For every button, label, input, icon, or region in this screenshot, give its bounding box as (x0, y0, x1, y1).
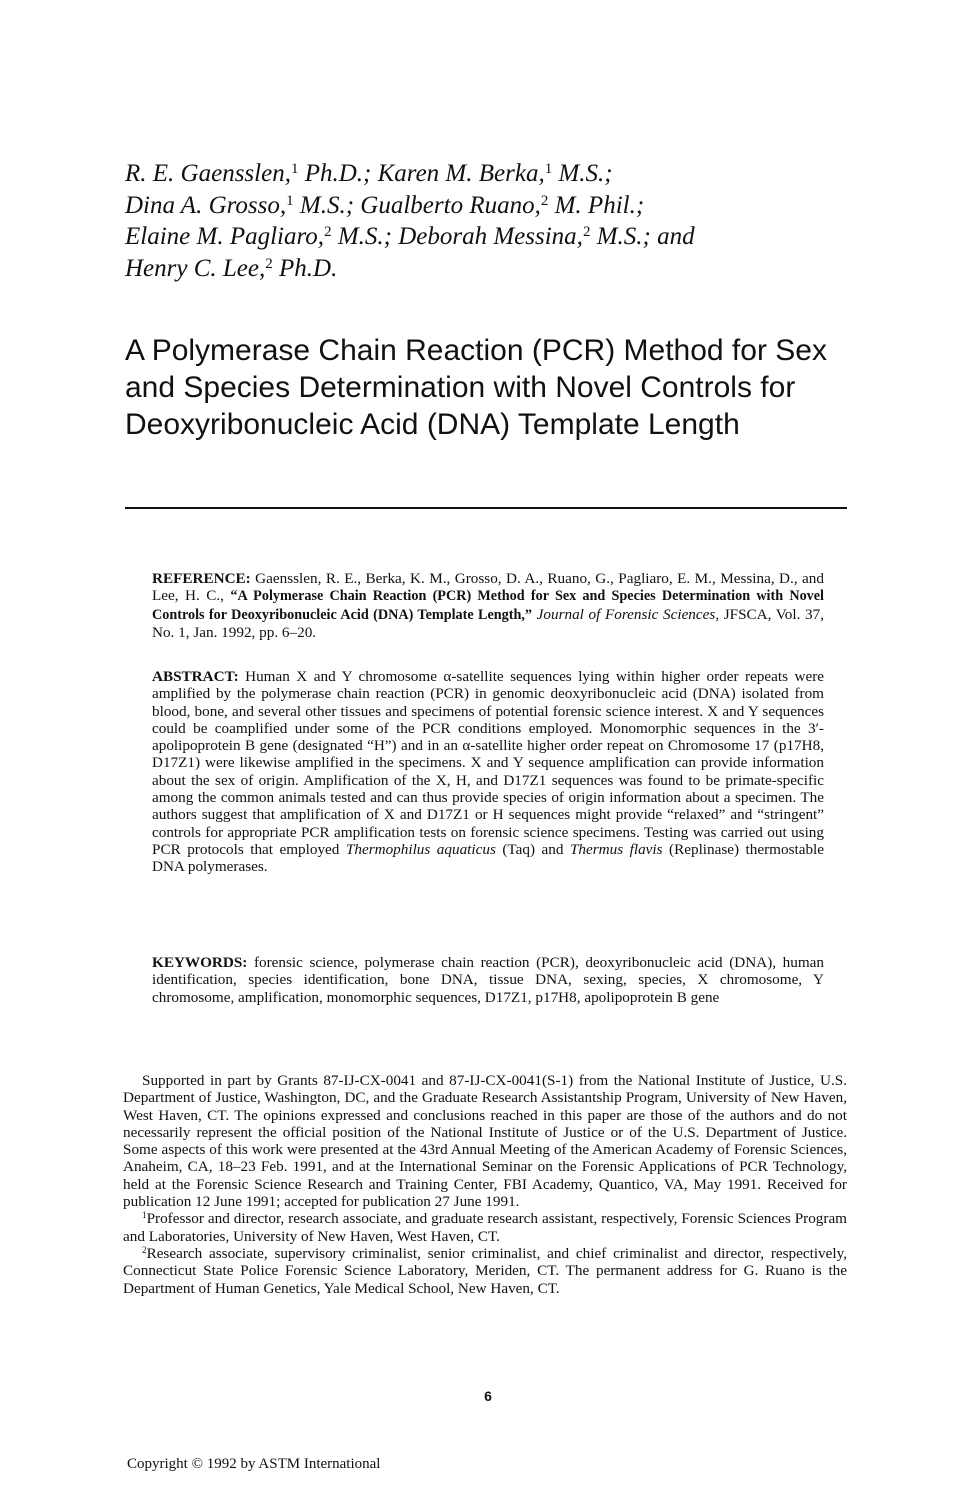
abstract-text: (Taq) and (495, 840, 570, 858)
author-name: Karen M. Berka, (377, 160, 545, 187)
page-number: 6 (484, 1388, 492, 1404)
author-degree: Ph.D.; (298, 160, 378, 187)
author-line-1 (125, 158, 845, 190)
abstract-species-name: Thermophilus aquaticus (345, 840, 496, 858)
footnote-1 (123, 1210, 847, 1245)
author-name: Elaine M. Pagliaro, (125, 223, 325, 250)
reference-journal: Journal of Forensic Sciences (536, 605, 716, 623)
author-name: R. E. Gaensslen, (125, 160, 291, 187)
abstract-block (152, 668, 824, 876)
author-degree: M. Phil.; (548, 191, 645, 219)
title-line: A Polymerase Chain Reaction (PCR) Method for Sex (125, 334, 827, 367)
footnote-text: Professor and director, research associate, and graduate research assistant, respectively, Forensic Sciences Program and Laboratories, University of New Haven, West Haven, CT. (123, 1210, 847, 1245)
author-degree: Ph.D. (272, 254, 338, 282)
author-degree: M.S.; (293, 191, 361, 219)
reference-title: “A Polymerase Chain Reaction (PCR) Method for Sex and Species Determination with Novel Controls for Deoxyribonucleic Acid (DNA) Template Length,” (152, 588, 824, 623)
author-degree: M.S.; (331, 223, 399, 250)
reference-authors: Gaensslen, R. E., Berka, K. M., Grosso, D. A., Ruano, G., Pagliaro, E. M., Messina, D., and Lee, H. C., (152, 570, 824, 605)
abstract-label: ABSTRACT: (152, 668, 239, 685)
affiliation-marker: 2 (540, 192, 549, 209)
copyright-notice: Copyright © 1992 by ASTM International (127, 1456, 381, 1472)
affiliation-marker: 1 (290, 160, 299, 177)
affiliation-marker: 1 (286, 192, 294, 209)
author-name: Henry C. Lee, (125, 254, 266, 282)
author-name: Deborah Messina, (398, 223, 583, 250)
keywords-block (152, 954, 824, 1006)
author-line-2 (125, 190, 845, 222)
affiliation-marker: 2 (324, 223, 332, 240)
author-name: Gualberto Ruano, (360, 191, 541, 219)
title-line: and Species Determination with Novel Controls for (125, 371, 796, 404)
affiliation-marker: 2 (265, 255, 273, 272)
footnote-marker: 2 (142, 1244, 147, 1255)
affiliation-marker: 1 (544, 160, 553, 177)
author-name: Dina A. Grosso, (125, 191, 287, 219)
author-list (125, 158, 845, 284)
author-line-4 (125, 253, 845, 285)
footnote-marker: 1 (142, 1210, 147, 1221)
abstract-text: Human X and Y chromosome α-satellite sequences lying within higher order repeats were amplified by the polymerase chain reaction (PCR) in genomic deoxyribonucleic acid (DNA) isolated from blood, bone, and several other tissues and specimens of potential forensic science interest. X and Y sequences could be coamplified under some of the PCR conditions employed. Monomorphic sequences in the 3′-apolipoprotein B gene (designated “H”) and in an α-satellite higher order repeat on Chromosome 17 (p17H8, D17Z1) were likewise amplified in the specimens. X and Y sequence amplification can provide information about the sex of origin. Amplification of the X, H, and D17Z1 sequences was found to be primate-specific among the common animals tested and can thus provide species of origin information about a specimen. The authors suggest that amplification of X and D17Z1 or H sequences might provide “relaxed” and “stringent” controls for appropriate PCR amplification tests on forensic science specimens. Testing was carried out using PCR protocols that employed (152, 668, 824, 858)
reference-label: REFERENCE: (152, 570, 251, 587)
title-line: Deoxyribonucleic Acid (DNA) Template Length (125, 408, 740, 441)
reference-block (152, 570, 824, 641)
footnote-text: Research associate, supervisory criminalist, senior criminalist, and chief criminalist and director, respectively, Connecticut State Police Forensic Science Laboratory, Meriden, CT. The permanent address for G. Ruano is the Department of Human Genetics, Yale Medical School, New Haven, CT. (123, 1244, 847, 1297)
keywords-label: KEYWORDS: (152, 954, 248, 971)
funding-note: Supported in part by Grants 87-IJ-CX-0041 and 87-IJ-CX-0041(S-1) from the National Institute of Justice, U.S. Department of Justice, Washington, DC, and the Graduate Research Assistantship Program, University of New Haven, West Haven, CT. The opinions expressed and conclusions reached in this paper are those of the authors and do not necessarily represent the official position of the National Institute of Justice or of the U.S. Department of Justice. Some aspects of this work were presented at the 43rd Annual Meeting of the American Academy of Forensic Sciences, Anaheim, CA, 18–23 Feb. 1991, and at the International Seminar on the Forensic Applications of PCR Technology, held at the Forensic Science Research and Training Center, FBI Academy, Quantico, VA, May 1991. Received for publication 12 June 1991; accepted for publication 27 June 1991. (123, 1072, 847, 1211)
keywords-text: forensic science, polymerase chain reaction (PCR), deoxyribonucleic acid (DNA), human identification, species identification, bone DNA, tissue DNA, sexing, species, X chromosome, Y chromosome, amplification, monomorphic sequences, D17Z1, p17H8, apolipoprotein B gene (152, 954, 824, 1006)
abstract-species-name: Thermus flavis (569, 840, 663, 858)
footnotes (123, 1072, 847, 1297)
author-degree: M.S.; (552, 160, 613, 187)
title-divider (125, 507, 847, 509)
affiliation-marker: 2 (582, 223, 591, 240)
reference-details: , JFSCA, Vol. 37, No. 1, Jan. 1992, pp. 6–20. (152, 605, 825, 641)
author-degree: M.S.; and (590, 223, 695, 250)
abstract-text: (Replinase) thermostable DNA polymerases. (152, 840, 824, 876)
author-line-3 (125, 221, 845, 253)
paper-title (125, 332, 845, 443)
footnote-2 (123, 1245, 847, 1297)
